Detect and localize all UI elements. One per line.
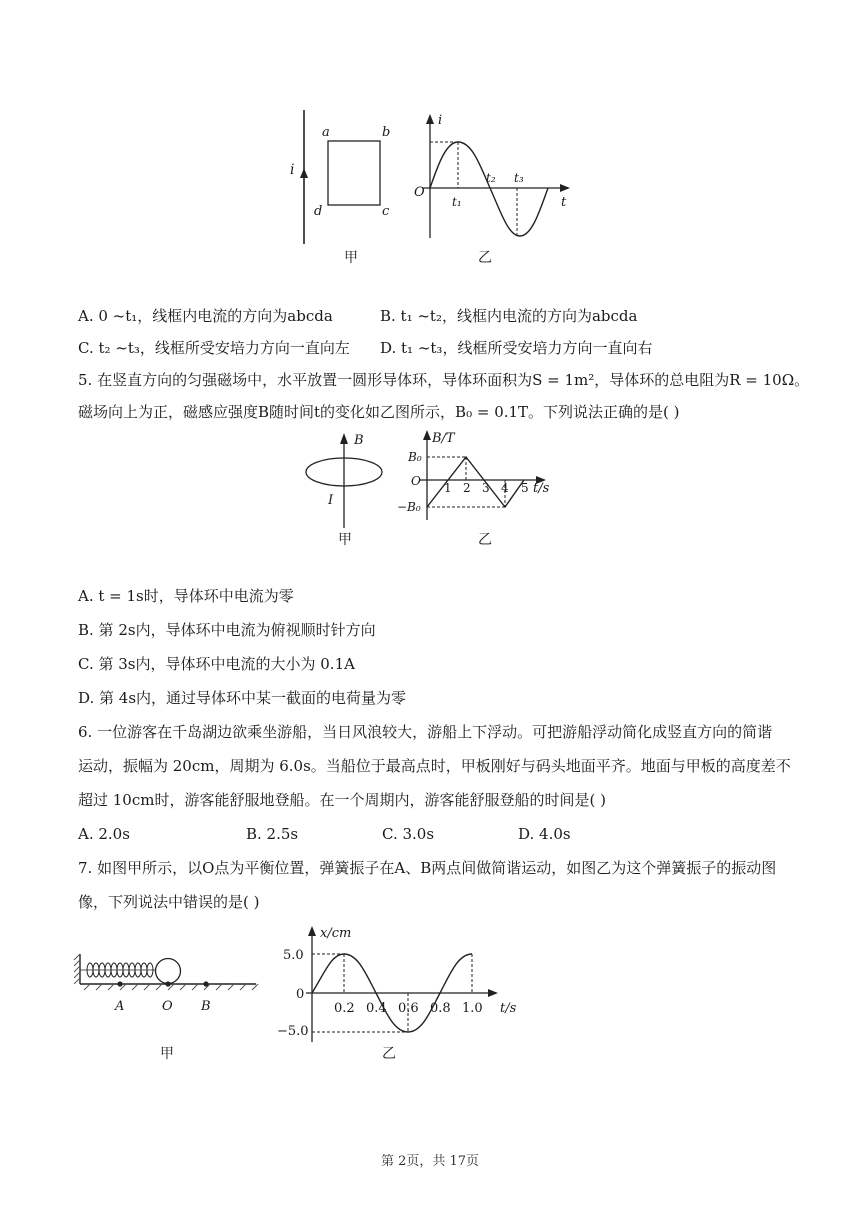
corner-b: b: [382, 125, 391, 140]
caption-jia: 甲: [160, 1046, 174, 1062]
axis-i-label: i: [438, 113, 443, 128]
q4-option-b: B. t₁ ~t₂，线框内电流的方向为abcda: [380, 307, 638, 325]
field-B-label: B: [354, 433, 364, 448]
tick-x-1.0: 1.0: [462, 1001, 483, 1016]
tick-2: 2: [463, 481, 471, 495]
axis-t-label: t: [561, 195, 567, 210]
q4-option-d: D. t₁ ~t₃，线框所受安培力方向一直向右: [380, 339, 653, 357]
tick-3: 3: [482, 481, 490, 495]
figure-q4: [280, 110, 580, 275]
figure-q7-yi: [277, 926, 517, 1062]
q6-option-a: A. 2.0s: [78, 825, 130, 843]
q6-option-c: C. 3.0s: [382, 825, 435, 843]
tick-t3: t₃: [514, 171, 524, 185]
axis-t-label: t/s: [500, 1001, 517, 1016]
figure-q4-jia: [290, 110, 390, 266]
q5-option-b: B. 第 2s内，导体环中电流为俯视顺时针方向: [78, 621, 376, 639]
tick-negB0: −B₀: [397, 500, 421, 514]
figure-q7: [70, 922, 540, 1072]
tick-4: 4: [501, 481, 509, 495]
q5-stem-line2: 磁场向上为正，磁感应强度B随时间t的变化如乙图所示，B₀ = 0.1T。下列说法正确的是( ): [78, 403, 680, 421]
figure-q5-jia: [306, 433, 382, 548]
q6-stem-line1: 6. 一位游客在千岛湖边欲乘坐游船，当日风浪较大，游船上下浮动。可把游船浮动简化成竖直方向的简谐: [78, 723, 773, 741]
caption-jia: 甲: [338, 532, 352, 548]
tick-y-0: 0: [296, 987, 305, 1002]
figure-q5-yi: [397, 430, 550, 548]
tick-x-0.4: 0.4: [366, 1001, 387, 1016]
q5-option-a: A. t = 1s时，导体环中电流为零: [78, 587, 294, 605]
q7-stem-line2: 像，下列说法中错误的是( ): [78, 893, 260, 911]
page-number-footer: 第 2页，共 17页: [380, 1154, 480, 1169]
corner-a: a: [322, 125, 330, 140]
q4-option-a: A. 0 ~t₁，线框内电流的方向为abcda: [78, 307, 333, 325]
point-O-label: O: [162, 999, 173, 1014]
figure-q5: [300, 428, 570, 558]
tick-x-0.6: 0.6: [398, 1001, 419, 1016]
current-I-label: I: [328, 493, 334, 508]
tick-B0: B₀: [408, 450, 422, 464]
q5-stem-line1: 5. 在竖直方向的匀强磁场中，水平放置一圆形导体环，导体环面积为S = 1m²，导体环的总电阻为R = 10Ω。: [78, 371, 810, 389]
tick-y-5: 5.0: [283, 948, 304, 963]
tick-1: 1: [444, 481, 452, 495]
corner-c: c: [382, 204, 390, 219]
q6-stem-line3: 超过 10cm时，游客能舒服地登船。在一个周期内，游客能舒服登船的时间是( ): [78, 791, 606, 809]
tick-y-neg5: −5.0: [277, 1024, 309, 1039]
q7-stem-line1: 7. 如图甲所示，以O点为平衡位置，弹簧振子在A、B两点间做简谐运动，如图乙为这个弹簧振子的振动图: [78, 859, 777, 877]
q6-stem-line2: 运动，振幅为 20cm，周期为 6.0s。当船位于最高点时，甲板刚好与码头地面平齐。地面与甲板的高度差不: [78, 757, 791, 775]
tick-t1: t₁: [452, 195, 462, 209]
point-B-label: B: [201, 999, 211, 1014]
q4-option-c: C. t₂ ~t₃，线框所受安培力方向一直向左: [78, 339, 350, 357]
tick-x-0.8: 0.8: [430, 1001, 451, 1016]
wire-current-label: i: [290, 162, 295, 178]
axis-x-label: x/cm: [320, 926, 352, 941]
point-A-label: A: [115, 999, 125, 1014]
q6-option-d: D. 4.0s: [518, 825, 571, 843]
tick-5: 5: [521, 481, 529, 495]
figure-q4-yi: [414, 113, 570, 266]
corner-d: d: [314, 204, 323, 219]
tick-t2: t₂: [486, 171, 496, 185]
tick-x-0.2: 0.2: [334, 1001, 355, 1016]
caption-yi: 乙: [478, 250, 492, 266]
q5-option-c: C. 第 3s内，导体环中电流的大小为 0.1A: [78, 655, 355, 673]
origin-label: O: [414, 185, 425, 200]
origin-label: O: [411, 474, 421, 488]
caption-yi: 乙: [382, 1046, 396, 1062]
axis-B-label: B/T: [432, 431, 455, 446]
caption-jia: 甲: [344, 250, 358, 266]
figure-q7-jia: [74, 954, 258, 1062]
axis-t-label: t/s: [533, 481, 550, 496]
q5-option-d: D. 第 4s内，通过导体环中某一截面的电荷量为零: [78, 689, 407, 707]
caption-yi: 乙: [478, 532, 492, 548]
q6-option-b: B. 2.5s: [246, 825, 299, 843]
